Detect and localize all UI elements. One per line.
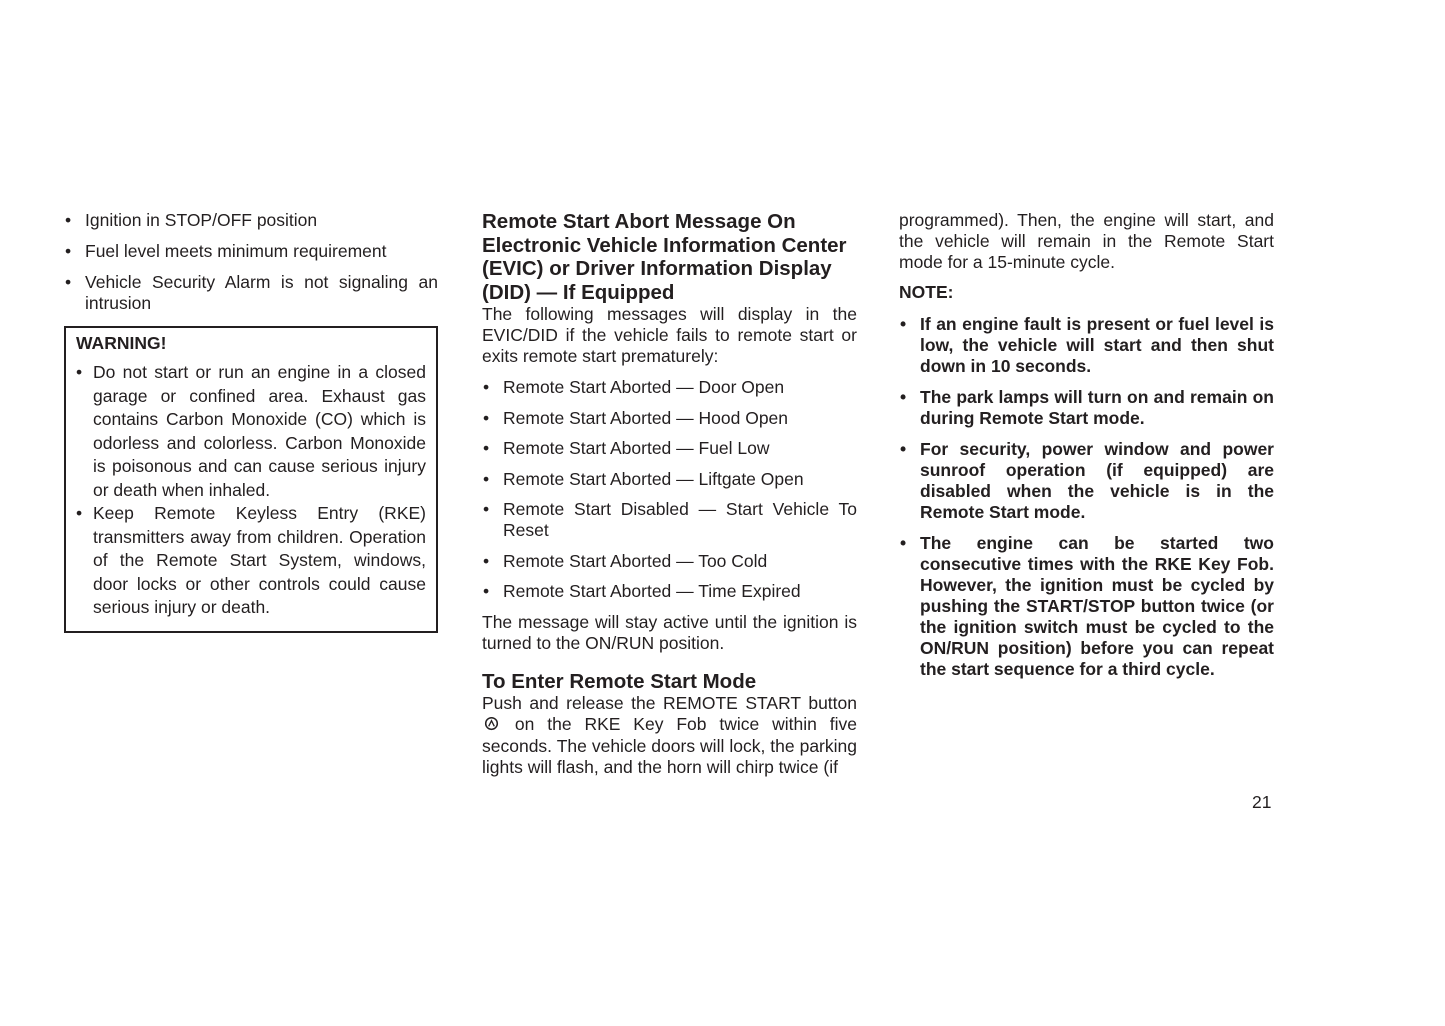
list-item: • Vehicle Security Alarm is not signaling an intrusion bbox=[64, 272, 438, 314]
page-number: 21 bbox=[1252, 792, 1272, 812]
list-item: • Remote Start Disabled — Start Vehicle To Reset bbox=[482, 499, 857, 541]
warning-title: WARNING! bbox=[76, 333, 167, 353]
middle-column bbox=[482, 210, 857, 778]
enter-text-part2: on the RKE Key Fob twice within five seconds. The vehicle doors will lock, the parking lights will flash, and the horn will chirp twice (if bbox=[482, 714, 857, 777]
warning-item: • Do not start or run an engine in a closed garage or confined area. Exhaust gas contains Carbon Monoxide (CO) which is odorless and colorless. Carbon Monoxide is poisonous and can cause serious injury or death when inhaled. bbox=[76, 361, 426, 502]
list-item: • Ignition in STOP/OFF position bbox=[64, 210, 438, 231]
note-item: • For security, power window and power sunroof operation (if equipped) are disabled when the vehicle is in the Remote Start mode. bbox=[899, 439, 1274, 523]
abort-messages-list bbox=[482, 377, 857, 602]
section-heading-enter-remote-start: To Enter Remote Start Mode bbox=[482, 669, 757, 693]
continued-paragraph: programmed). Then, the engine will start, and the vehicle will remain in the Remote Start mode for a 15-minute cycle. bbox=[899, 210, 1274, 272]
remote-start-icon bbox=[484, 715, 499, 736]
enter-text-part1: Push and release the REMOTE START button bbox=[482, 693, 857, 713]
warning-item: • Keep Remote Keyless Entry (RKE) transmitters away from children. Operation of the Remote Start System, windows, door locks or other controls could cause serious injury or death. bbox=[76, 502, 426, 620]
note-item: • The engine can be started two consecutive times with the RKE Key Fob. However, the ignition must be cycled by pushing the START/STOP button twice (or the ignition switch must be cycled to the ON/RUN position) before you can repeat the start sequence for a third cycle. bbox=[899, 533, 1274, 680]
right-column bbox=[899, 210, 1274, 690]
list-item: • Remote Start Aborted — Fuel Low bbox=[482, 438, 857, 459]
note-item: • The park lamps will turn on and remain on during Remote Start mode. bbox=[899, 387, 1274, 429]
list-item: • Remote Start Aborted — Liftgate Open bbox=[482, 469, 857, 490]
list-item: • Remote Start Aborted — Time Expired bbox=[482, 581, 857, 602]
left-column bbox=[64, 210, 438, 633]
abort-intro-paragraph: The following messages will display in the EVIC/DID if the vehicle fails to remote start or exits remote start prematurely: bbox=[482, 304, 857, 366]
warning-box bbox=[64, 326, 438, 633]
list-item: • Remote Start Aborted — Hood Open bbox=[482, 408, 857, 429]
warning-list bbox=[76, 361, 426, 620]
abort-outro-paragraph: The message will stay active until the ignition is turned to the ON/RUN position. bbox=[482, 611, 857, 653]
list-item: • Remote Start Aborted — Too Cold bbox=[482, 551, 857, 572]
list-item: • Remote Start Aborted — Door Open bbox=[482, 377, 857, 398]
note-item: • If an engine fault is present or fuel level is low, the vehicle will start and then shut down in 10 seconds. bbox=[899, 314, 1274, 377]
note-label: NOTE: bbox=[899, 282, 954, 302]
list-item: • Fuel level meets minimum requirement bbox=[64, 241, 438, 262]
enter-remote-start-paragraph bbox=[482, 693, 857, 778]
requirements-list bbox=[64, 210, 438, 314]
notes-list bbox=[899, 314, 1274, 680]
section-heading-abort-message: Remote Start Abort Message On Electronic Vehicle Information Center (EVIC) or Driver Information Display (DID) — If Equipped bbox=[482, 210, 847, 304]
